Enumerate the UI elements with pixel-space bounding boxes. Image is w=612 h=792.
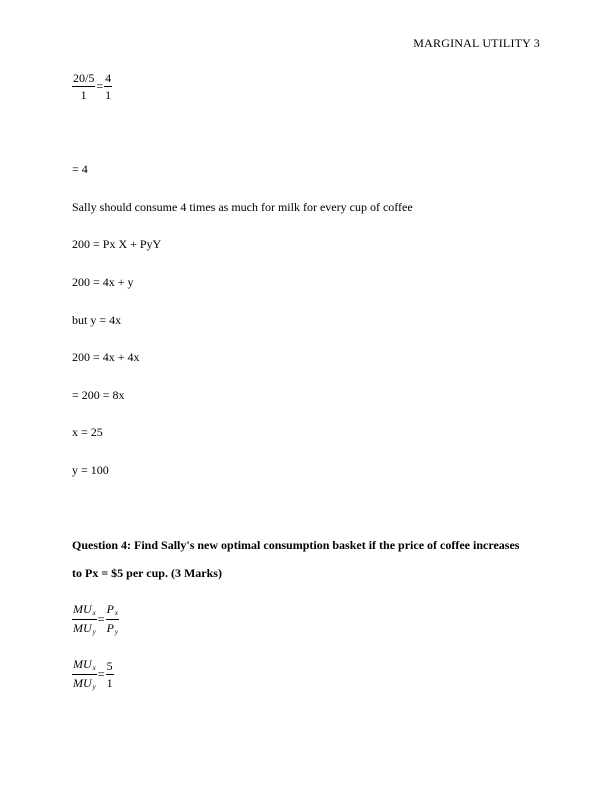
equals-sign: = bbox=[97, 612, 105, 626]
fraction-denominator: 1 bbox=[105, 88, 112, 102]
question-heading: Question 4: Find Sally's new optimal consumption basket if the price of coffee increases bbox=[72, 538, 520, 552]
fraction-right bbox=[106, 603, 119, 636]
text-line: = 4 bbox=[72, 162, 88, 176]
question-heading-continued: to Px = $5 per cup. (3 Marks) bbox=[72, 566, 222, 580]
fraction-denominator: $MU_y$ bbox=[73, 621, 96, 636]
fraction-numerator: $MU_x$ bbox=[72, 603, 97, 620]
text-line: x = 25 bbox=[72, 425, 103, 439]
fraction-denominator: 1 bbox=[106, 676, 113, 690]
equation-marginal-utility-ratio bbox=[72, 603, 119, 636]
fraction-denominator: $MU_y$ bbox=[73, 676, 96, 691]
running-head: MARGINAL UTILITY 3 bbox=[413, 36, 540, 50]
equation-price-ratio bbox=[72, 72, 112, 101]
fraction-denominator: 1 bbox=[80, 88, 87, 102]
fraction-right bbox=[106, 660, 114, 689]
text-line: = 200 = 8x bbox=[72, 388, 125, 402]
text-line: 200 = 4x + y bbox=[72, 275, 134, 289]
fraction-numerator: $P_x$ bbox=[106, 603, 119, 620]
fraction-numerator: 20/5 bbox=[73, 71, 95, 85]
text-line: 200 = Px X + PyY bbox=[72, 237, 162, 251]
fraction-left bbox=[72, 72, 95, 101]
fraction-left bbox=[72, 603, 97, 636]
text-line: y = 100 bbox=[72, 463, 109, 477]
text-line: 200 = 4x + 4x bbox=[72, 350, 140, 364]
equation-marginal-utility-numeric bbox=[72, 658, 114, 691]
fraction-numerator: 5 bbox=[106, 659, 113, 673]
text-line: but y = 4x bbox=[72, 313, 122, 327]
fraction-denominator: $P_y$ bbox=[106, 621, 119, 636]
fraction-left bbox=[72, 658, 97, 691]
equals-sign: = bbox=[97, 667, 105, 681]
equals-sign: = bbox=[96, 79, 104, 93]
text-line: Sally should consume 4 times as much for milk for every cup of coffee bbox=[72, 200, 413, 214]
fraction-numerator: 4 bbox=[105, 71, 112, 85]
fraction-right bbox=[104, 72, 112, 101]
fraction-numerator: $MU_x$ bbox=[72, 658, 97, 675]
